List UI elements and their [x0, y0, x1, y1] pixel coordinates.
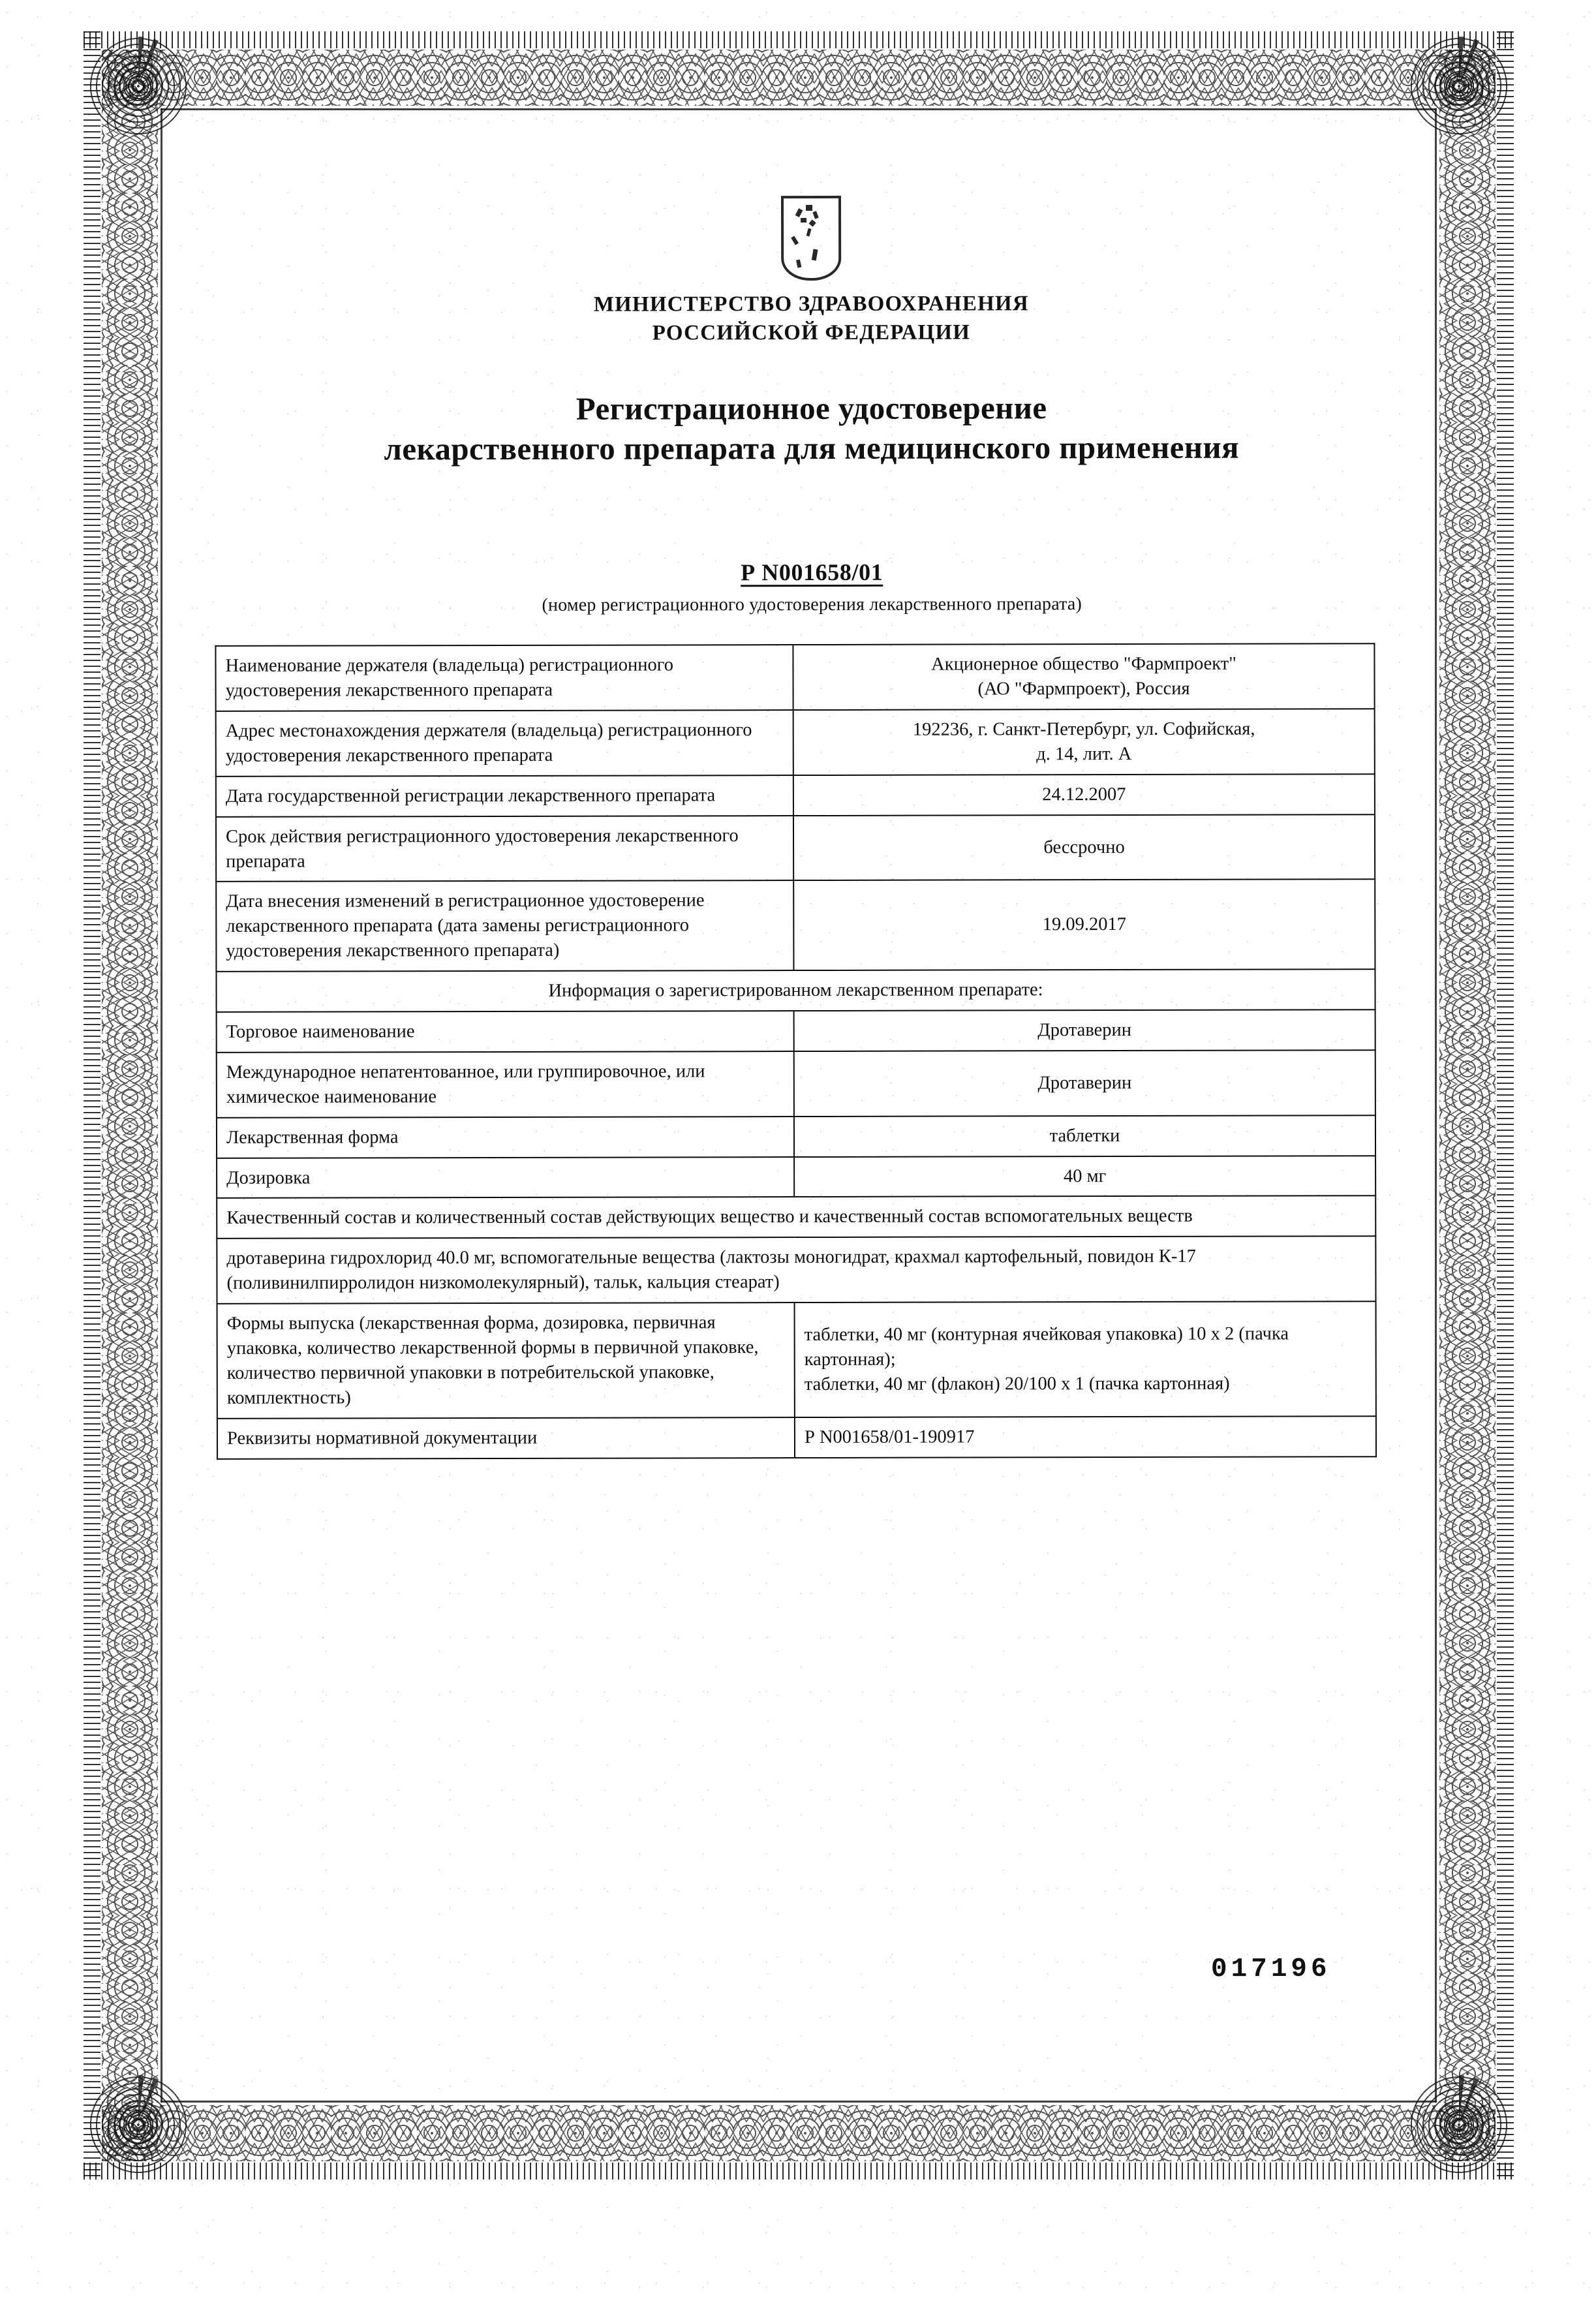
registration-number: Р N001658/01 [741, 559, 883, 586]
row-label: Лекарственная форма [217, 1117, 794, 1158]
row-value: Р N001658/01-190917 [795, 1416, 1376, 1458]
border-ticks-top [84, 31, 1514, 48]
certificate-table [215, 643, 1377, 1459]
registration-number-caption: (номер регистрационного удостоверения лекарственного препарата) [542, 594, 1082, 616]
table-row [217, 1301, 1376, 1418]
section-header: Информация о зарегистрированном лекарственном препарате: [216, 969, 1375, 1012]
row-label: Международное непатентованное, или группировочное, или химическое наименование [217, 1051, 794, 1118]
row-value: таблетки, 40 мг (контурная ячейковая упаковка) 10 х 2 (пачка картонная); таблетки, 40 мг (флакон) 20/100 х 1 (пачка картонная) [795, 1301, 1376, 1417]
table-row [216, 774, 1375, 817]
row-value: 19.09.2017 [793, 880, 1375, 971]
table-section-header-row [216, 969, 1375, 1012]
row-label: Торговое наименование [217, 1011, 794, 1053]
row-value: таблетки [794, 1115, 1375, 1157]
corner-rosette-bottom-right [1409, 2075, 1509, 2174]
row-label: Наименование держателя (владельца) регистрационного удостоверения лекарственного препарата [215, 645, 793, 711]
composition-header-row [217, 1196, 1375, 1239]
border-guilloche-left [102, 50, 158, 2161]
row-value: Дротаверин [794, 1050, 1375, 1117]
certificate-content [214, 194, 1411, 1459]
table-row [217, 1010, 1375, 1053]
row-value: бессрочно [793, 814, 1375, 881]
corner-rosette-top-left [89, 37, 188, 136]
row-label: Адрес местонахождения держателя (владельца) регистрационного удостоверения лекарственного препарата [216, 710, 793, 777]
table-row [217, 1156, 1375, 1199]
row-value: 40 мг [794, 1156, 1375, 1197]
border-ticks-right [1497, 31, 1514, 2180]
border-ticks-bottom [84, 2163, 1514, 2180]
row-value: 192236, г. Санкт-Петербург, ул. Софийская, д. 14, лит. А [793, 709, 1375, 775]
corner-rosette-top-right [1409, 37, 1509, 136]
row-value: 24.12.2007 [793, 774, 1375, 816]
table-row [217, 1050, 1375, 1118]
border-rule-left [161, 108, 162, 2103]
serial-number: 017196 [1210, 1954, 1331, 1985]
row-label: Дозировка [217, 1157, 794, 1199]
row-label: Дата государственной регистрации лекарственного препарата [216, 775, 793, 817]
row-value: Дротаверин [794, 1010, 1375, 1051]
emblem-container [214, 194, 1408, 285]
table-row [217, 1416, 1376, 1459]
ministry-line-2: РОССИЙСКОЙ ФЕДЕРАЦИИ [652, 320, 971, 345]
corner-rosette-bottom-left [89, 2075, 188, 2174]
row-label: Формы выпуска (лекарственная форма, дозировка, первичная упаковка, количество лекарственной формы в первичной упаковке, количество первичной упаковки в потребительской упаковке, комплектность) [217, 1303, 795, 1418]
ministry-line-1: МИНИСТЕРСТВО ЗДРАВООХРАНЕНИЯ [593, 292, 1029, 316]
composition-text: дротаверина гидрохлорид 40.0 мг, вспомогательные вещества (лактозы моногидрат, крахмал картофельный, повидон К-17 (поливинилпирролидон низкомолекулярный), тальк, кальция стеарат) [217, 1237, 1375, 1304]
table-row [217, 1115, 1375, 1158]
row-label: Дата внесения изменений в регистрационное удостоверение лекарственного препарата (дата замены регистрационного удостоверения лекарственного препарата) [216, 881, 793, 972]
table-row [216, 814, 1375, 882]
border-guilloche-bottom [102, 2105, 1496, 2161]
document-title [215, 387, 1409, 470]
table-row [215, 643, 1374, 711]
table-row [216, 880, 1375, 972]
row-label: Срок действия регистрационного удостоверения лекарственного препарата [216, 816, 793, 882]
ministry-name [214, 289, 1408, 349]
border-guilloche-top [102, 50, 1496, 106]
row-value: Акционерное общество "Фармпроект" (АО "Фармпроект), Россия [793, 643, 1374, 710]
table-row [216, 709, 1375, 777]
row-label: Реквизиты нормативной документации [217, 1417, 795, 1459]
document-title-line-2: лекарственного препарата для медицинского применения [384, 429, 1240, 467]
document-title-line-1: Регистрационное удостоверение [575, 389, 1047, 427]
composition-text-row [217, 1237, 1375, 1304]
registration-number-block [215, 557, 1409, 617]
border-rule-top [161, 108, 1437, 110]
border-ticks-left [84, 31, 100, 2180]
border-guilloche-right [1439, 50, 1496, 2161]
border-rule-right [1435, 108, 1437, 2103]
composition-header: Качественный состав и количественный состав действующих вещество и качественный состав вспомогательных веществ [217, 1196, 1375, 1239]
coat-of-arms-emblem [781, 196, 841, 281]
border-rule-bottom [161, 2101, 1437, 2103]
